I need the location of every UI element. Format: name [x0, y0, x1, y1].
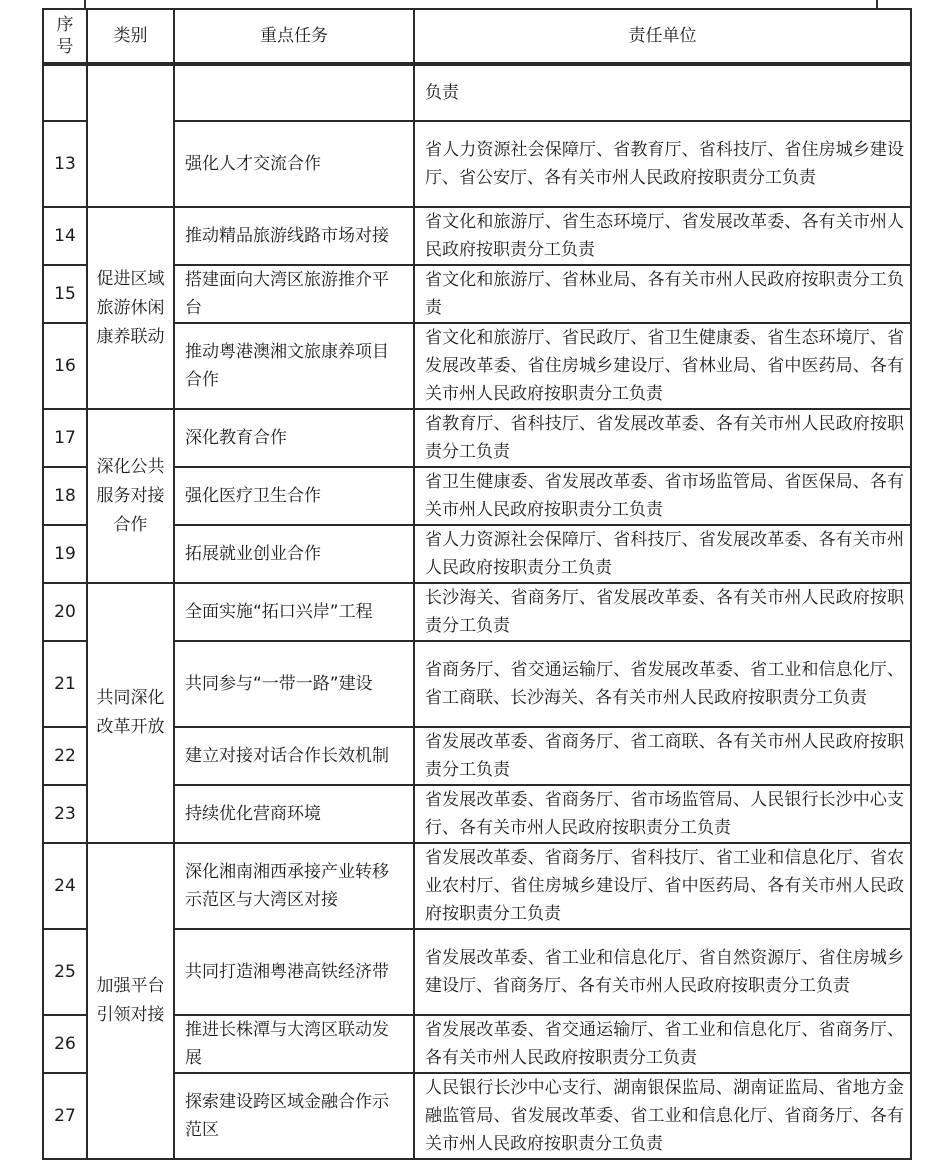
- table-row: [43, 525, 911, 583]
- category-tourism: 促进区域旅游休闲康养联动: [87, 207, 174, 409]
- table-header-row: [43, 9, 911, 64]
- row-task: 持续优化营商环境: [174, 785, 414, 843]
- table-row: [43, 727, 911, 785]
- row-task: 推进长株潭与大湾区联动发展: [174, 1015, 414, 1073]
- row-task: 探索建设跨区域金融合作示范区: [174, 1073, 414, 1159]
- row-seq: 21: [43, 641, 87, 727]
- row-seq: 20: [43, 583, 87, 641]
- row-seq: 24: [43, 843, 87, 929]
- row-seq: 22: [43, 727, 87, 785]
- row-task: 搭建面向大湾区旅游推介平台: [174, 265, 414, 323]
- row-seq: 17: [43, 409, 87, 467]
- table-row: [43, 207, 911, 265]
- row-seq: 18: [43, 467, 87, 525]
- row-task: 拓展就业创业合作: [174, 525, 414, 583]
- row-dept: 省发展改革委、省商务厅、省市场监管局、人民银行长沙中心支行、各有关市州人民政府按职责分工负责: [414, 785, 911, 843]
- row-dept: 省人力资源社会保障厅、省教育厅、省科技厅、省住房城乡建设厅、省公安厅、各有关市州人民政府按职责分工负责: [414, 121, 911, 207]
- divider: [84, 0, 86, 8]
- table-row: [43, 583, 911, 641]
- table-row: [43, 409, 911, 467]
- row-dept: 省卫生健康委、省发展改革委、省市场监管局、省医保局、各有关市州人民政府按职责分工负责: [414, 467, 911, 525]
- divider: [876, 0, 878, 8]
- table-row: [43, 1015, 911, 1073]
- category-public-service: 深化公共服务对接合作: [87, 409, 174, 583]
- table-row: [43, 641, 911, 727]
- row-task: 共同参与“一带一路”建设: [174, 641, 414, 727]
- row-seq: [43, 64, 87, 121]
- row-dept: 省发展改革委、省交通运输厅、省工业和信息化厅、省商务厅、各有关市州人民政府按职责分工负责: [414, 1015, 911, 1073]
- row-task: 共同打造湘粤港高铁经济带: [174, 929, 414, 1015]
- row-task: 深化湘南湘西承接产业转移示范区与大湾区对接: [174, 843, 414, 929]
- row-category-blank: [87, 64, 174, 207]
- table-row: [43, 1073, 911, 1159]
- table-row: [43, 121, 911, 207]
- row-task: 推动粤港澳湘文旅康养项目合作: [174, 323, 414, 409]
- row-seq: 26: [43, 1015, 87, 1073]
- row-dept: 负责: [414, 64, 911, 121]
- row-task: 建立对接对话合作长效机制: [174, 727, 414, 785]
- row-task: 强化人才交流合作: [174, 121, 414, 207]
- row-task: [174, 64, 414, 121]
- category-platform: 加强平台引领对接: [87, 843, 174, 1159]
- row-dept: 省人力资源社会保障厅、省科技厅、省发展改革委、各有关市州人民政府按职责分工负责: [414, 525, 911, 583]
- row-dept: 省发展改革委、省工业和信息化厅、省自然资源厅、省住房城乡建设厅、省商务厅、各有关市州人民政府按职责分工负责: [414, 929, 911, 1015]
- row-dept: 省发展改革委、省商务厅、省科技厅、省工业和信息化厅、省农业农村厅、省住房城乡建设厅、省中医药局、各有关市州人民政府按职责分工负责: [414, 843, 911, 929]
- row-seq: 19: [43, 525, 87, 583]
- table-row: [43, 929, 911, 1015]
- row-task: 推动精品旅游线路市场对接: [174, 207, 414, 265]
- row-seq: 23: [43, 785, 87, 843]
- task-table: [42, 8, 912, 1160]
- row-seq: 27: [43, 1073, 87, 1159]
- row-task: 强化医疗卫生合作: [174, 467, 414, 525]
- row-seq: 13: [43, 121, 87, 207]
- row-dept: 省文化和旅游厅、省林业局、各有关市州人民政府按职责分工负责: [414, 265, 911, 323]
- header-seq: 序号: [43, 9, 87, 64]
- row-dept: 省发展改革委、省商务厅、省工商联、各有关市州人民政府按职责分工负责: [414, 727, 911, 785]
- row-seq: 14: [43, 207, 87, 265]
- cropped-top-edge: [0, 0, 952, 8]
- row-dept: 长沙海关、省商务厅、省发展改革委、各有关市州人民政府按职责分工负责: [414, 583, 911, 641]
- table-row: [43, 64, 911, 121]
- row-dept: 省文化和旅游厅、省生态环境厅、省发展改革委、各有关市州人民政府按职责分工负责: [414, 207, 911, 265]
- row-dept: 人民银行长沙中心支行、湖南银保监局、湖南证监局、省地方金融监管局、省发展改革委、省工业和信息化厅、省商务厅、各有关市州人民政府按职责分工负责: [414, 1073, 911, 1159]
- category-reform: 共同深化改革开放: [87, 583, 174, 843]
- row-seq: 16: [43, 323, 87, 409]
- table-row: [43, 843, 911, 929]
- header-dept: 责任单位: [414, 9, 911, 64]
- header-task: 重点任务: [174, 9, 414, 64]
- row-task: 全面实施“拓口兴岸”工程: [174, 583, 414, 641]
- row-task: 深化教育合作: [174, 409, 414, 467]
- row-seq: 15: [43, 265, 87, 323]
- table-row: [43, 785, 911, 843]
- row-dept: 省教育厅、省科技厅、省发展改革委、各有关市州人民政府按职责分工负责: [414, 409, 911, 467]
- row-dept: 省商务厅、省交通运输厅、省发展改革委、省工业和信息化厅、省工商联、长沙海关、各有关市州人民政府按职责分工负责: [414, 641, 911, 727]
- row-seq: 25: [43, 929, 87, 1015]
- table-row: [43, 265, 911, 323]
- row-dept: 省文化和旅游厅、省民政厅、省卫生健康委、省生态环境厅、省发展改革委、省住房城乡建设厅、省林业局、省中医药局、各有关市州人民政府按职责分工负责: [414, 323, 911, 409]
- header-category: 类别: [87, 9, 174, 64]
- table-row: [43, 467, 911, 525]
- table-row: [43, 323, 911, 409]
